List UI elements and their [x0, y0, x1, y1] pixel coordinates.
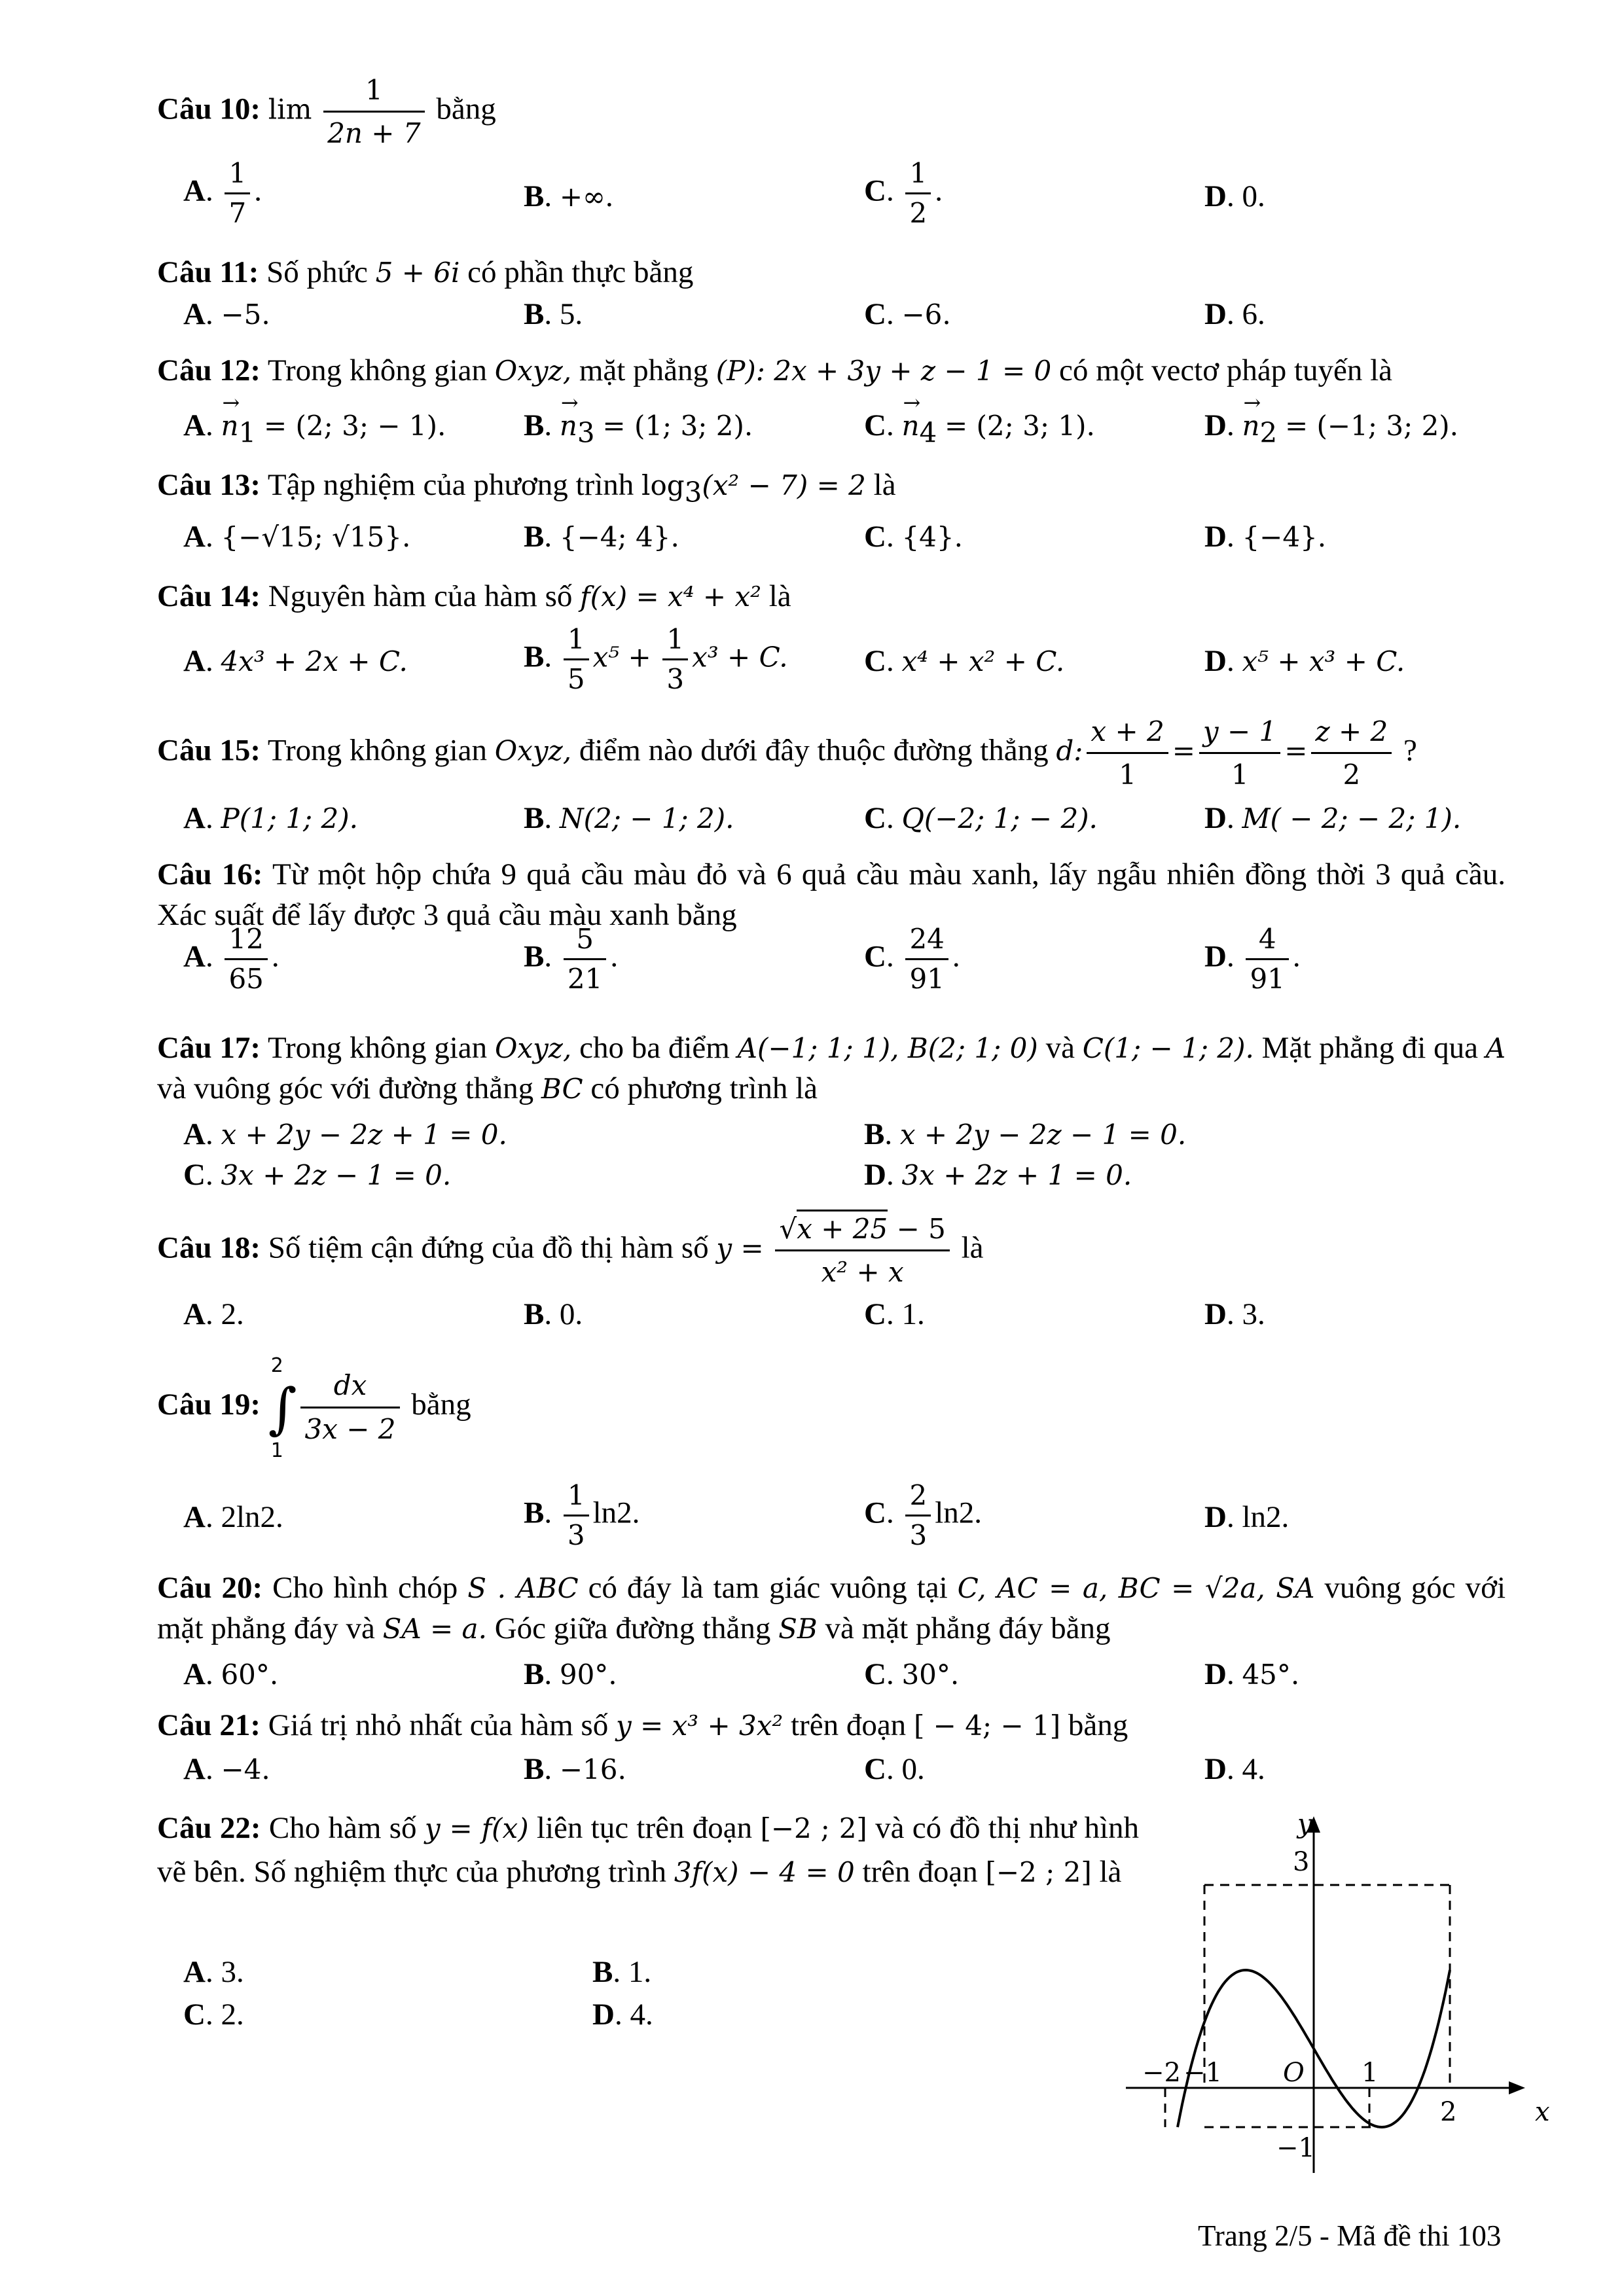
- q21-option-c: C. 0.: [864, 1752, 925, 1786]
- x-axis-arrow: [1509, 2081, 1525, 2094]
- question-12: Câu 12: Trong không gian Oxyz, mặt phẳng (P): 2x + 3y + z − 1 = 0 có một vectơ pháp tuyến là: [157, 353, 1393, 387]
- question-14: Câu 14: Nguyên hàm của hàm số f(x) = x⁴ + x² là: [157, 579, 791, 613]
- q22-option-b: B. 1.: [592, 1955, 652, 1989]
- question-10: Câu 10: lim $\frac{1}{2n + 7}$ bằng: [157, 72, 496, 152]
- q11-option-d: D. 6.: [1204, 297, 1265, 331]
- q10-option-a: A. $\frac{1}{7}$ .: [183, 157, 262, 230]
- q19-option-a: A. 2ln2.: [183, 1500, 283, 1534]
- q13-option-c: C. {4}.: [864, 520, 963, 554]
- x-axis-label: x: [1535, 2097, 1550, 2127]
- question-19: Câu 19: ∫ 2 1 $\frac{dx}{3x - 2}$ bằng: [157, 1354, 471, 1462]
- integral-sign: ∫ 2 1: [268, 1354, 297, 1462]
- q15-option-d: D. M( − 2; − 2; 1).: [1204, 801, 1462, 835]
- question-16: Câu 16: Từ một hộp chứa 9 quả cầu màu đỏ và 6 quả cầu màu xanh, lấy ngẫu nhiên đồng thời 3 quả cầu. Xác suất để lấy được 3 quả cầu màu xanh bằng: [157, 857, 1506, 933]
- q16-option-c: C. $\frac{24}{91}$ .: [864, 923, 960, 996]
- q16-option-a: A. $\frac{12}{65}$ .: [183, 923, 280, 996]
- q16-option-b: B. $\frac{5}{21}$ .: [524, 923, 619, 996]
- q11-option-b: B. 5.: [524, 297, 583, 331]
- q22-option-d: D. 4.: [592, 1998, 653, 2032]
- q13-option-a: A. {−√15; √15}.: [183, 520, 411, 554]
- xtick-1: 1: [1362, 2058, 1379, 2088]
- q20-option-d: D. 45°.: [1204, 1657, 1300, 1691]
- q13-option-b: B. {−4; 4}.: [524, 520, 679, 554]
- q20-option-b: B. 90°.: [524, 1657, 617, 1691]
- ytick-3: 3: [1293, 1847, 1310, 1877]
- ytick-m1: −1: [1276, 2133, 1315, 2163]
- q18-option-c: C. 1.: [864, 1297, 925, 1331]
- q14-option-c: C. x⁴ + x² + C.: [864, 644, 1065, 678]
- q15-option-b: B. N(2; − 1; 2).: [524, 801, 734, 835]
- q22-option-c: C. 2.: [183, 1998, 244, 2032]
- q17-option-b: B. x + 2y − 2z − 1 = 0.: [864, 1117, 1187, 1151]
- question-22: Câu 22: Cho hàm số y = f(x) liên tục trên đoạn [−2 ; 2] và có đồ thị như hình vẽ bên. Số nghiệm thực của phương trình 3f(x) − 4 = 0 trên đoạn [−2 ; 2] là: [157, 1811, 1140, 1889]
- q10-option-b: B. +∞.: [524, 179, 613, 213]
- q19-option-d: D. ln2.: [1204, 1500, 1290, 1534]
- question-11: Câu 11: Số phức 5 + 6i có phần thực bằng: [157, 255, 694, 289]
- q10-option-d: D. 0.: [1204, 179, 1265, 213]
- q13-option-d: D. {−4}.: [1204, 520, 1327, 554]
- question-15: Câu 15: Trong không gian Oxyz, điểm nào dưới đây thuộc đường thẳng d: $\frac{x + 2}{1}$ = $\frac{y - 1}{1}$ = $\frac{z + 2}{2}$ ?: [157, 713, 1417, 793]
- q17-option-c: C. 3x + 2z − 1 = 0.: [183, 1158, 452, 1192]
- function-graph: [1126, 1809, 1584, 2179]
- question-17: Câu 17: Trong không gian Oxyz, cho ba điểm A(−1; 1; 1), B(2; 1; 0) và C(1; − 1; 2). Mặt phẳng đi qua A và vuông góc với đường thẳng BC có phương trình là: [157, 1031, 1506, 1106]
- q18-option-d: D. 3.: [1204, 1297, 1265, 1331]
- q14-option-b: B. $\frac{1}{5}$ x⁵ + $\frac{1}{3}$ x³ + C.: [524, 623, 788, 696]
- q21-option-d: D. 4.: [1204, 1752, 1265, 1786]
- page-footer: Trang 2/5 - Mã đề thi 103: [1198, 2219, 1502, 2252]
- q12-option-b: B. → $n_3 = (1$; 3; 2).: [524, 407, 753, 444]
- q20-option-c: C. 30°.: [864, 1657, 960, 1691]
- q14-option-d: D. x⁵ + x³ + C.: [1204, 644, 1405, 678]
- xtick-m1: −1: [1183, 2058, 1222, 2088]
- q20-option-a: A. 60°.: [183, 1657, 279, 1691]
- question-21: Câu 21: Giá trị nhỏ nhất của hàm số y = x³ + 3x² trên đoạn [ − 4; − 1] bằng: [157, 1708, 1128, 1742]
- q15-option-c: C. Q(−2; 1; − 2).: [864, 801, 1098, 835]
- q12-option-a: A. → $n_1 = (2$; 3; − 1).: [183, 407, 446, 444]
- q18-option-b: B. 0.: [524, 1297, 583, 1331]
- question-20: Câu 20: Cho hình chóp S . ABC có đáy là tam giác vuông tại C, AC = a, BC = √2a, SA vuông góc với mặt phẳng đáy và SA = a. Góc giữa đường thẳng SB và mặt phẳng đáy bằng: [157, 1571, 1506, 1646]
- xtick-2: 2: [1440, 2097, 1457, 2127]
- q15-option-a: A. P(1; 1; 2).: [183, 801, 359, 835]
- q18-fraction: $\frac{√x + 25 - 5}{\text{x² + x}}$: [775, 1211, 949, 1291]
- y-axis-label: y: [1297, 1809, 1312, 1839]
- origin-label: O: [1283, 2058, 1305, 2088]
- q21-option-b: B. −16.: [524, 1752, 626, 1786]
- q17-option-d: D. 3x + 2z + 1 = 0.: [864, 1158, 1132, 1192]
- q10-fraction: $\frac{1}{2n + 7}$: [323, 72, 424, 152]
- q11-option-a: A. −5.: [183, 297, 270, 331]
- question-13: Câu 13: Tập nghiệm của phương trình $\log_3(x^2 - 7) = 2$ là: [157, 468, 896, 509]
- xtick-m2: −2: [1142, 2058, 1181, 2088]
- q12-option-c: C. → $n_4 = (2$; 3; 1).: [864, 407, 1095, 444]
- q16-option-d: D. $\frac{4}{91}$ .: [1204, 923, 1301, 996]
- q12-option-d: D. → $n_2 = (-1$; 3; 2).: [1204, 407, 1458, 444]
- q21-option-a: A. −4.: [183, 1752, 270, 1786]
- q14-option-a: A. 4x³ + 2x + C.: [183, 644, 408, 678]
- q18-option-a: A. 2.: [183, 1297, 244, 1331]
- dashed-guides: [1165, 1885, 1453, 2127]
- q17-option-a: A. x + 2y − 2z + 1 = 0.: [183, 1117, 507, 1151]
- question-18: Câu 18: Số tiệm cận đứng của đồ thị hàm số y = $\frac{√x + 25 - 5}{\text{x² + x}}$ là: [157, 1211, 984, 1291]
- q10-option-c: C. $\frac{1}{2}$ .: [864, 157, 943, 230]
- q11-option-c: C. −6.: [864, 297, 951, 331]
- q19-option-b: B. $\frac{1}{3}$ ln2.: [524, 1479, 640, 1552]
- q22-option-a: A. 3.: [183, 1955, 244, 1989]
- q19-option-c: C. $\frac{2}{3}$ ln2.: [864, 1479, 982, 1552]
